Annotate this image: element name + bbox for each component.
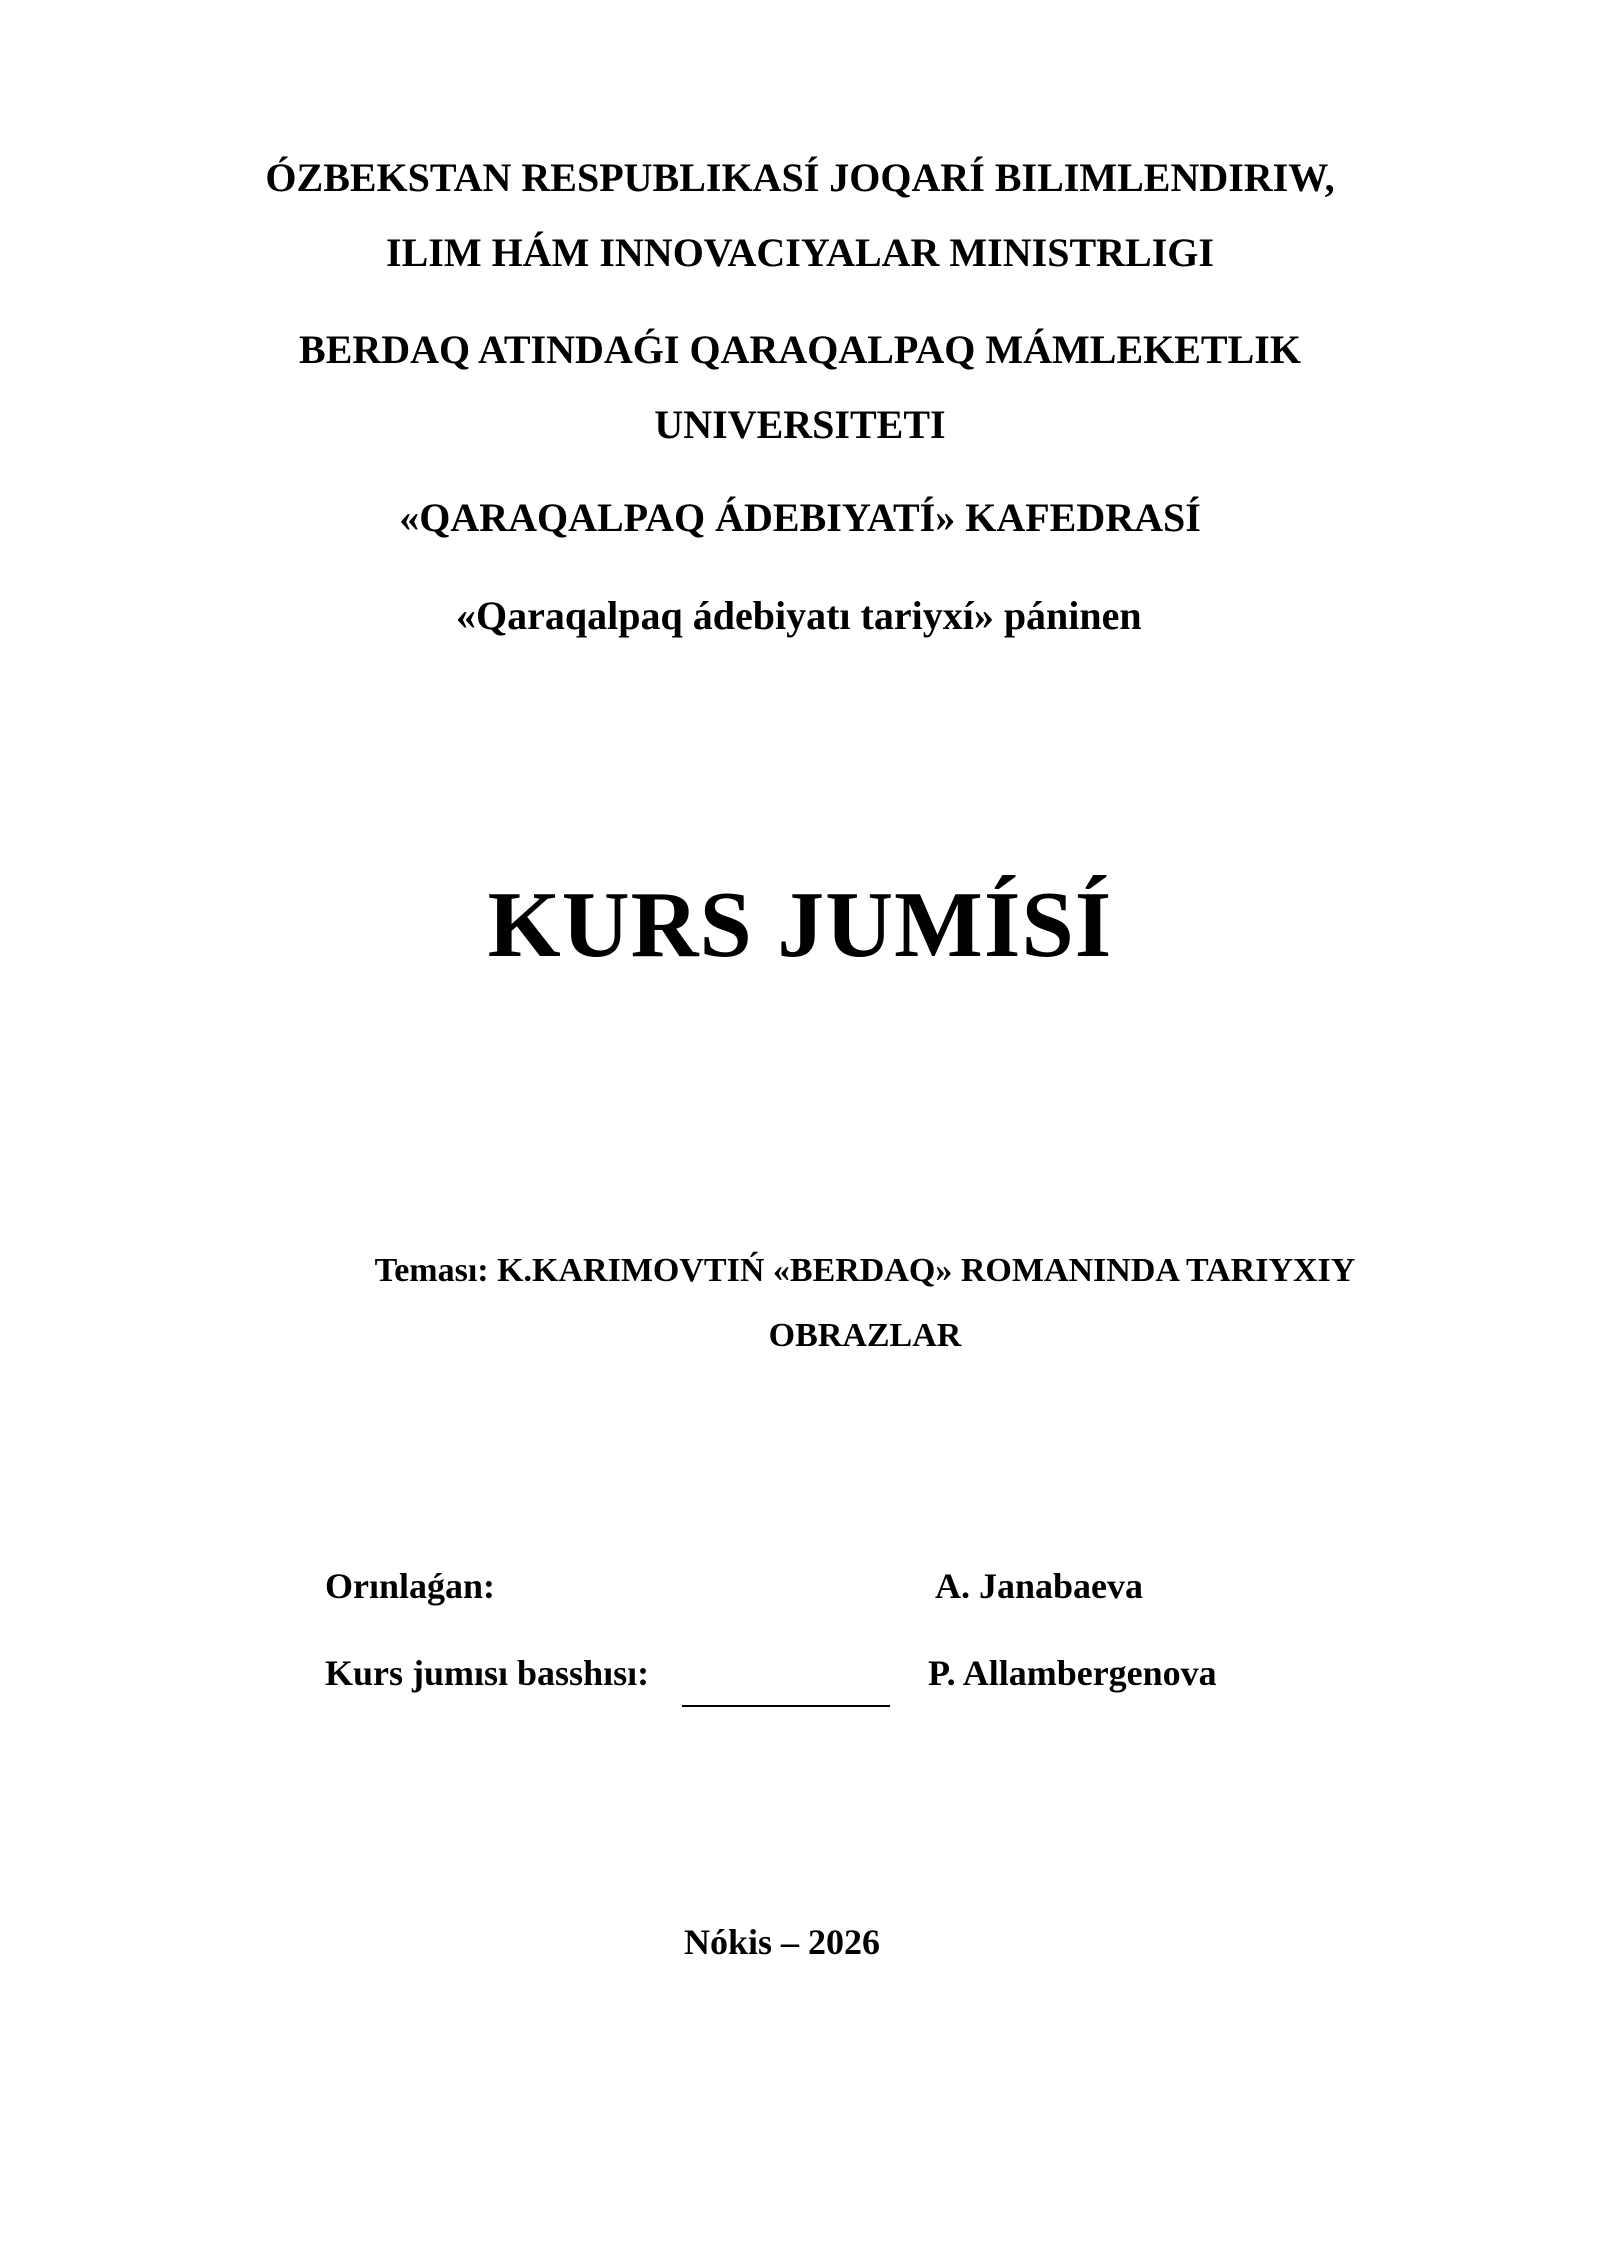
supervisor-name: P. Allambergenova [928, 1653, 1217, 1693]
ministry-line-1: ÓZBEKSTAN RESPUBLIKASÍ JOQARÍ BILIMLENDIRIW, [265, 155, 1335, 200]
ministry-line-2: ILIM HÁM INNOVACIYALAR MINISTRLIGI [386, 230, 1214, 275]
topic-line-1: Teması: K.KARIMOVTIŃ «BERDAQ» ROMANINDA TARIYXIY [374, 1252, 1356, 1289]
place-year: Nókis – 2026 [684, 1922, 881, 1962]
university-line-1: BERDAQ ATINDAǴI QARAQALPAQ MÁMLEKETLIK [299, 327, 1301, 372]
department-heading: «QARAQALPAQ ÁDEBIYATÍ» KAFEDRASÍ [399, 495, 1201, 540]
university-heading [0, 312, 1600, 462]
document-title: KURS JUMÍSÍ [487, 873, 1113, 977]
subject-line: «Qaraqalpaq ádebiyatı tariyxí» páninen [456, 593, 1142, 638]
signature-line [682, 1705, 890, 1707]
topic-block [300, 1238, 1430, 1368]
supervisor-label: Kurs jumısı basshısı: [325, 1653, 650, 1693]
ministry-heading [0, 140, 1600, 290]
university-line-2: UNIVERSITETI [654, 402, 946, 447]
performer-label: Orınlaǵan: [325, 1566, 496, 1606]
topic-line-2: OBRAZLAR [768, 1317, 962, 1354]
performer-name: A. Janabaeva [935, 1566, 1144, 1606]
